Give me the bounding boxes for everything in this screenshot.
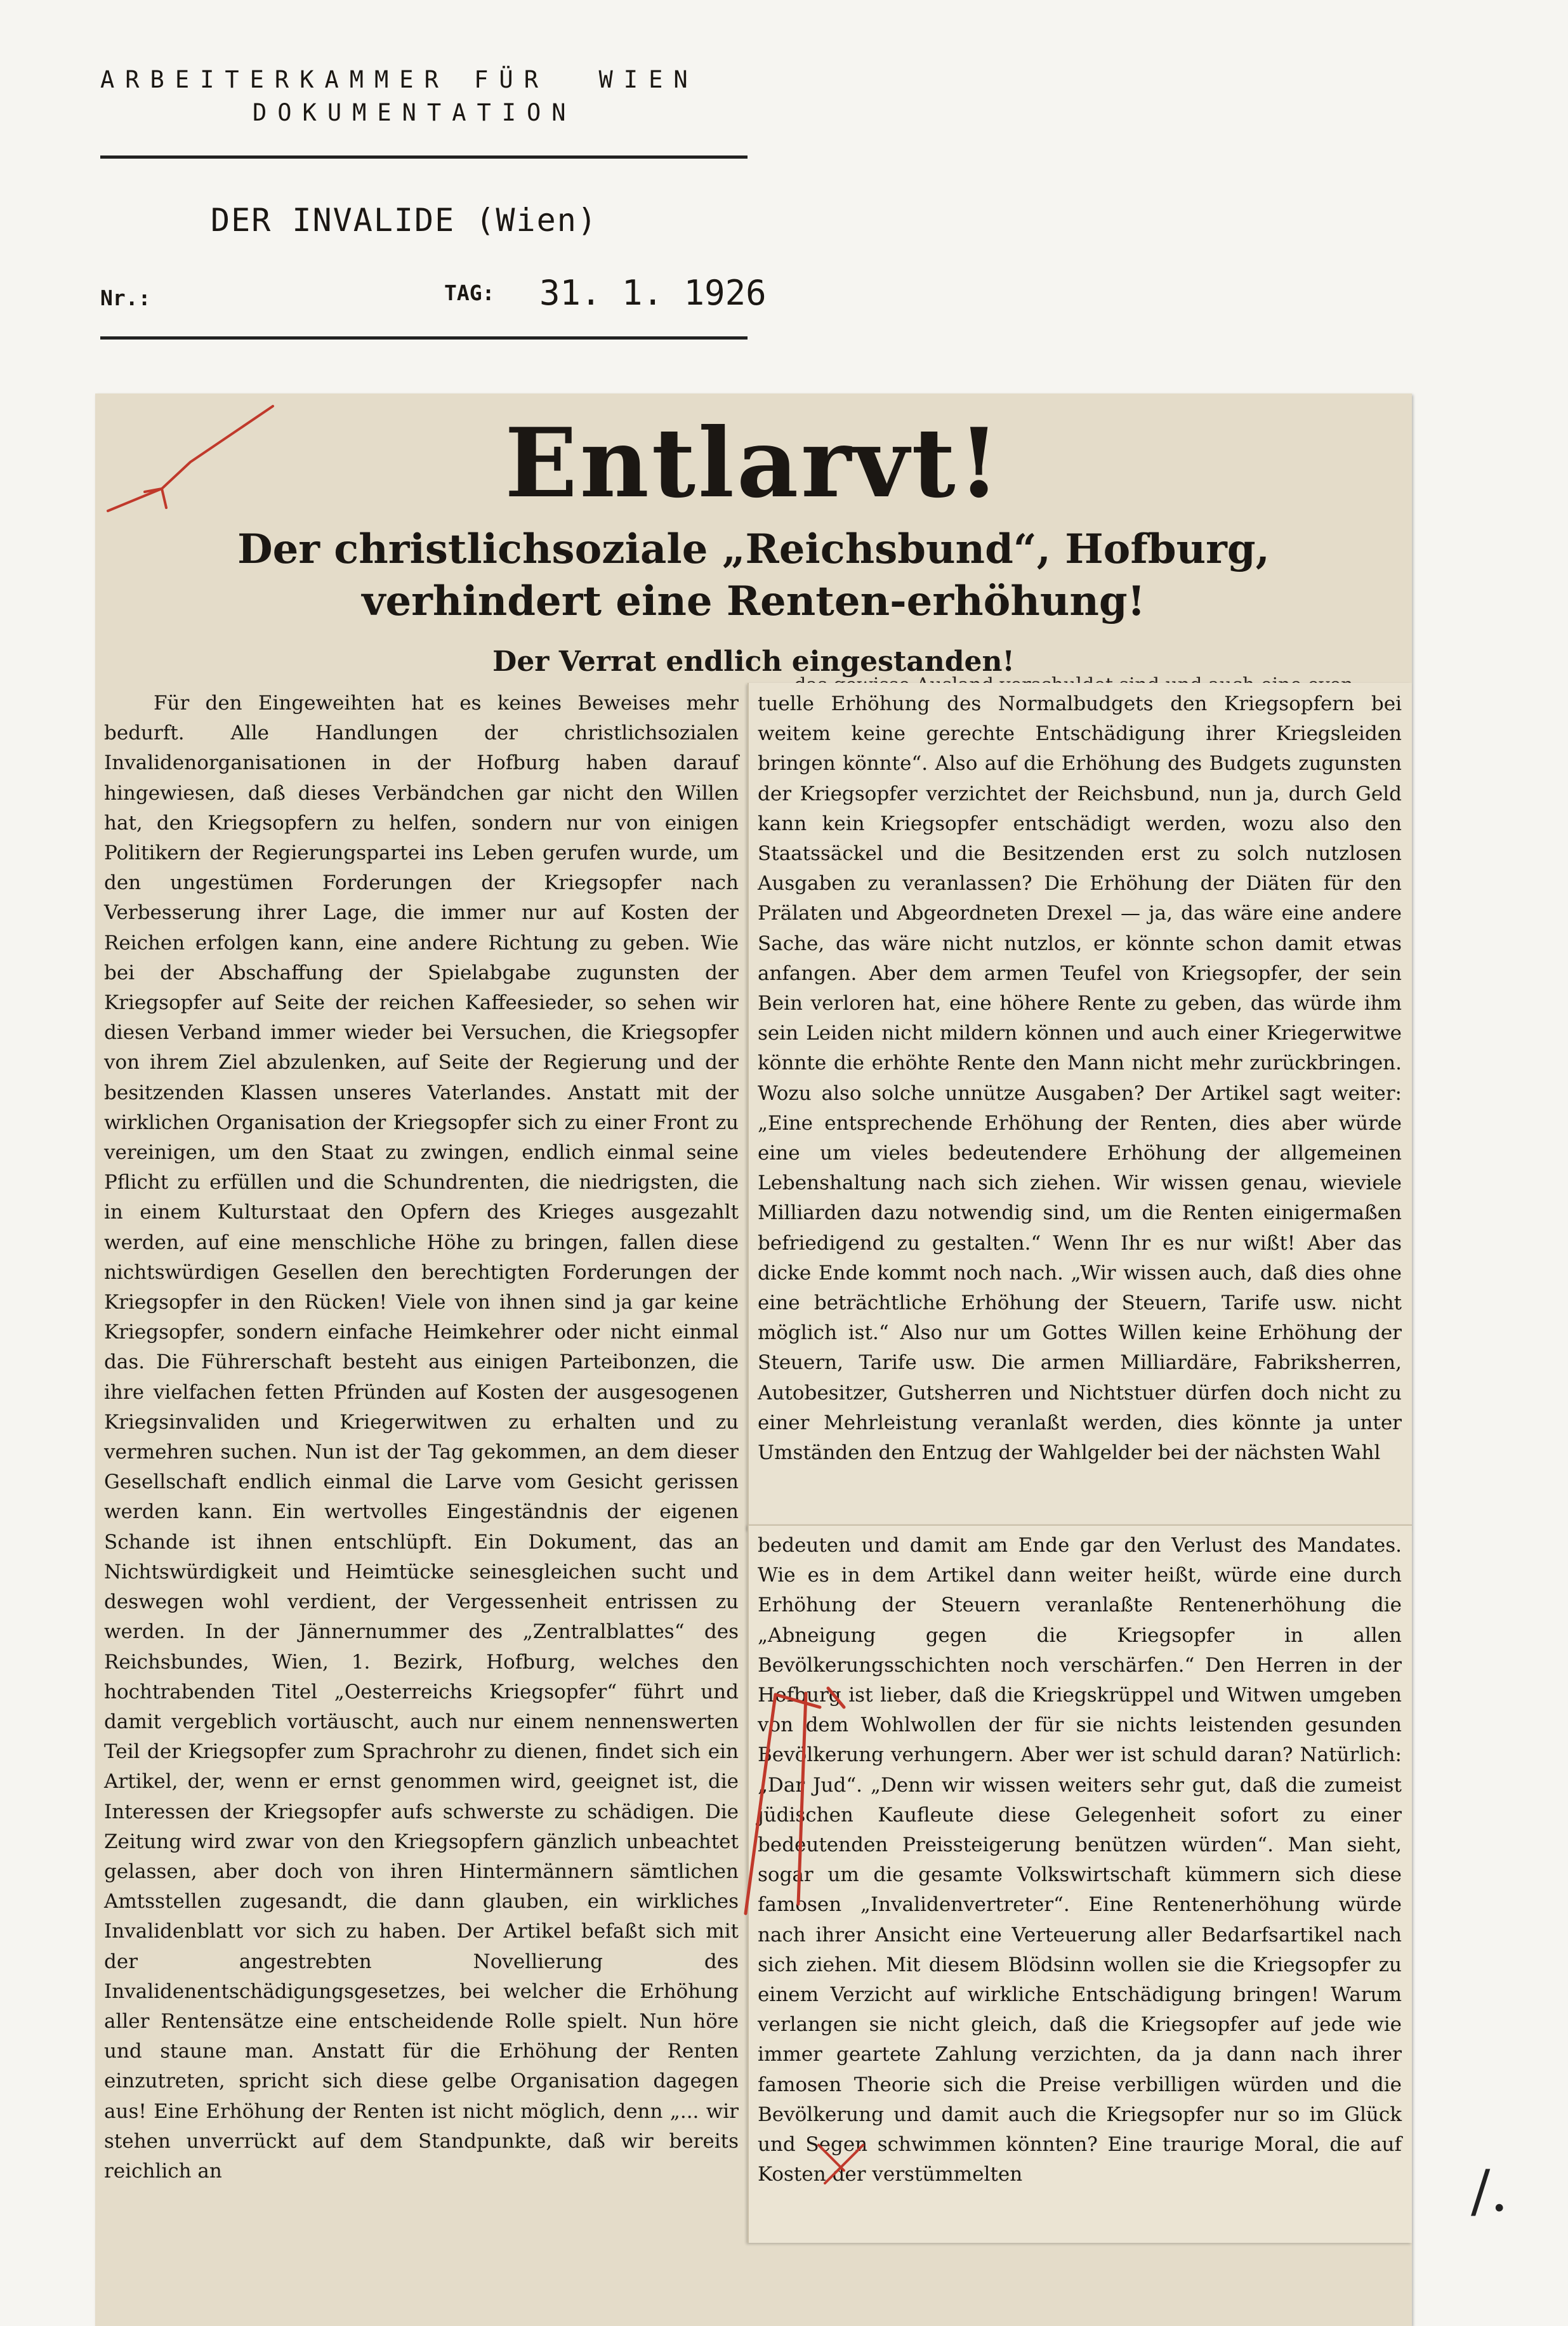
- date-label: TAG:: [444, 281, 495, 305]
- article-headline: Entlarvt!: [504, 407, 1003, 519]
- header-rule-top: [100, 155, 748, 159]
- article-column-left: Für den Eingeweihten hat es keines Beweises mehr bedurft. Alle Handlungen der christlichsozialen Invalidenorganisationen in der Hofburg haben darauf hingewiesen, daß dieses Verbändchen gar nicht den Willen hat, den Kriegsopfern zu helfen, sondern nur von einigen Politikern der Regierungspartei ins Leben gerufen wurde, um den ungestümen Forderungen der Kriegsopfer nach Verbesserung ihrer Lage, die immer nur auf Kosten der Reichen erfolgen kann, eine andere Richtung zu geben. Wie bei der Abschaffung der Spielabgabe zugunsten der Kriegsopfer auf Seite der reichen Kaffeesieder, so sehen wir diesen Verband immer wieder bei Versuchen, die Kriegsopfer von ihrem Ziel abzulenken, auf Seite der Regierung und der besitzenden Klassen unseres Vaterlandes. Anstatt mit der wirklichen Organisation der Kriegsopfer sich zu einer Front zu vereinigen, um den Staat zu zwingen, endlich einmal seine Pflicht zu erfüllen und die Schundrenten, die niedrigsten, die in einem Kulturstaat den Opfern des Krieges ausgezahlt werden, auf eine menschliche Höhe zu bringen, fallen diese nichtswürdigen Gesellen den berechtigten Forderungen der Kriegsopfer in den Rücken! Viele von ihnen sind ja gar keine Kriegsopfer, sondern einfache Heimkehrer oder nicht einmal das. Die Führerschaft besteht aus einigen Parteibonzen, die ihre vielfachen fetten Pfründen auf Kosten der ausgesogenen Kriegsinvaliden und Kriegerwitwen zu erhalten und zu vermehren suchen. Nun ist der Tag gekommen, an dem dieser Gesellschaft endlich einmal die Larve vom Gesicht gerissen werden kann. Ein wertvolles Eingeständnis der eigenen Schande ist ihnen entschlüpft. Ein Dokument, das an Nichtswürdigkeit und Heimtücke seinesgleichen sucht und deswegen wohl verdient, der Vergessenheit entrissen zu werden. In der Jännernummer des „Zentralblattes“ des Reichsbundes, Wien, 1. Bezirk, Hofburg, welches den hochtrabenden Titel „Oesterreichs Kriegsopfer“ führt und damit vergeblich vortäuscht, auch nur einem nennenswerten Teil der Kriegsopfer zum Sprachrohr zu dienen, findet sich ein Artikel, der, wenn er ernst genommen wird, geeignet ist, die Interessen der Kriegsopfer aufs schwerste zu schädigen. Die Zeitung wird zwar von den Kriegsopfern gänzlich unbeachtet gelassen, aber doch von ihren Hintermännern sämtlichen Amtsstellen zugesandt, die dann glauben, ein wirkliches Invalidenblatt vor sich zu haben. Der Artikel befaßt sich mit der angestrebten Novellierung des Invalidenentschädigungsgesetzes, bei welcher die Erhöhung aller Rentensätze eine entscheidende Rolle spielt. Nun höre und staune man. Anstatt für die Erhöhung der Renten einzutreten, spricht sich diese gelbe Organisation dagegen aus! Eine Erhöhung der Renten ist nicht möglich, denn „... wir stehen unverrückt auf dem Standpunkte, daß wir bereits reichlich an: [104, 692, 739, 2183]
- source-publication: DER INVALIDE (Wien): [211, 202, 598, 239]
- organization-name: ARBEITERKAMMER FÜR WIEN: [100, 66, 699, 93]
- newspaper-clipping-right-upper: [748, 683, 1412, 1530]
- publication-date: 31. 1. 1926: [539, 273, 767, 313]
- number-label: Nr.:: [100, 286, 151, 310]
- department-name: DOKUMENTATION: [253, 99, 577, 126]
- article-column-right: tuelle Erhöhung des Normalbudgets den Kriegsopfern bei weitem keine gerechte Entschädigung ihrer Kriegsleiden bringen könnte“. Also auf die Erhöhung des Budgets zugunsten der Kriegsopfer verzichtet der Reichsbund, nun ja, durch Geld kann kein Kriegsopfer entschädigt werden, wozu also den Staatssäckel und die Besitzenden erst zu solch nutzlosen Ausgaben zu veranlassen? Die Erhöhung der Diäten für den Prälaten und Abgeordneten Drexel — ja, das wäre eine andere Sache, das wäre nicht nutzlos, er könnte schon damit etwas anfangen. Aber dem armen Teufel von Kriegsopfer, der sein Bein verloren hat, eine höhere Rente zu geben, das würde ihm sein Leiden nicht mildern können und auch einer Kriegerwitwe könnte die erhöhte Rente den Mann nicht mehr zurückbringen. Wozu also solche unnütze Ausgaben? Der Artikel sagt weiter: „Eine entsprechende Erhöhung der Renten, dies aber würde eine um vieles bedeutendere Erhöhung der allgemeinen Lebenshaltung nach sich ziehen. Wir wissen genau, wieviele Milliarden dazu notwendig sind, um die Renten einigermaßen befriedigend zu gestalten.“ Wenn Ihr es nur wißt! Aber das dicke Ende kommt noch nach. „Wir wissen auch, daß dies ohne eine beträchtliche Erhöhung der Steuern, Tarife usw. nicht möglich ist.“ Also nur um Gottes Willen keine Erhöhung der Steuern, Tarife usw. Die armen Milliardäre, Fabriksherren, Autobesitzer, Gutsherren und Nichtstuer dürfen doch nicht zu einer Mehrleistung veranlaßt werden, dies könnte ja unter Umständen den Entzug der Wahlgelder bei der nächsten Wahl: [758, 692, 1402, 1465]
- page-end-mark: /.: [1471, 2158, 1508, 2224]
- archive-header: [100, 63, 748, 129]
- header-rule-bottom: [100, 336, 748, 340]
- article-kicker: Der Verrat endlich eingestanden!: [492, 645, 1015, 678]
- article-column-right-lower: bedeuten und damit am Ende gar den Verlust des Mandates. Wie es in dem Artikel dann weiter heißt, würde eine durch Erhöhung der Steuern veranlaßte Rentenerhöhung die „Abneigung gegen die Kriegsopfer in allen Bevölkerungsschichten noch verschärfen.“ Den Herren in der Hofburg ist lieber, daß die Kriegskrüppel und Witwen umgeben von dem Wohlwollen der für sie nichts leistenden gesunden Bevölkerung verhungern. Aber wer ist schuld daran? Natürlich: „Dar Jud“. „Denn wir wissen weiters sehr gut, daß die zumeist jüdischen Kaufleute diese Gelegenheit sofort zu einer bedeutenden Preissteigerung benützen würden“. Man sieht, sogar um die gesamte Volkswirtschaft kümmern sich diese famosen „Invalidenvertreter“. Eine Rentenerhöhung würde nach ihrer Ansicht eine Verteuerung aller Bedarfsartikel nach sich ziehen. Mit diesem Blödsinn wollen sie die Kriegsopfer zu einem Verzicht auf wirkliche Entschädigung bringen! Warum verlangen sie nicht gleich, daß die Kriegsopfer auf jede wie immer geartete Zahlung verzichten, da ja dann nach ihrer famosen Theorie sich die Preise verbilligen würden und die Bevölkerung und damit auch die Kriegsopfer nur so im Glück und Segen schwimmen könnten? Eine traurige Moral, die auf Kosten der verstümmelten: [758, 1534, 1402, 2186]
- newspaper-clipping-right-lower: [748, 1524, 1412, 2243]
- article-subheadline: Der christlichsoziale „Reichsbund“, Hofburg, verhindert eine Renten-erhöhung!: [237, 525, 1270, 625]
